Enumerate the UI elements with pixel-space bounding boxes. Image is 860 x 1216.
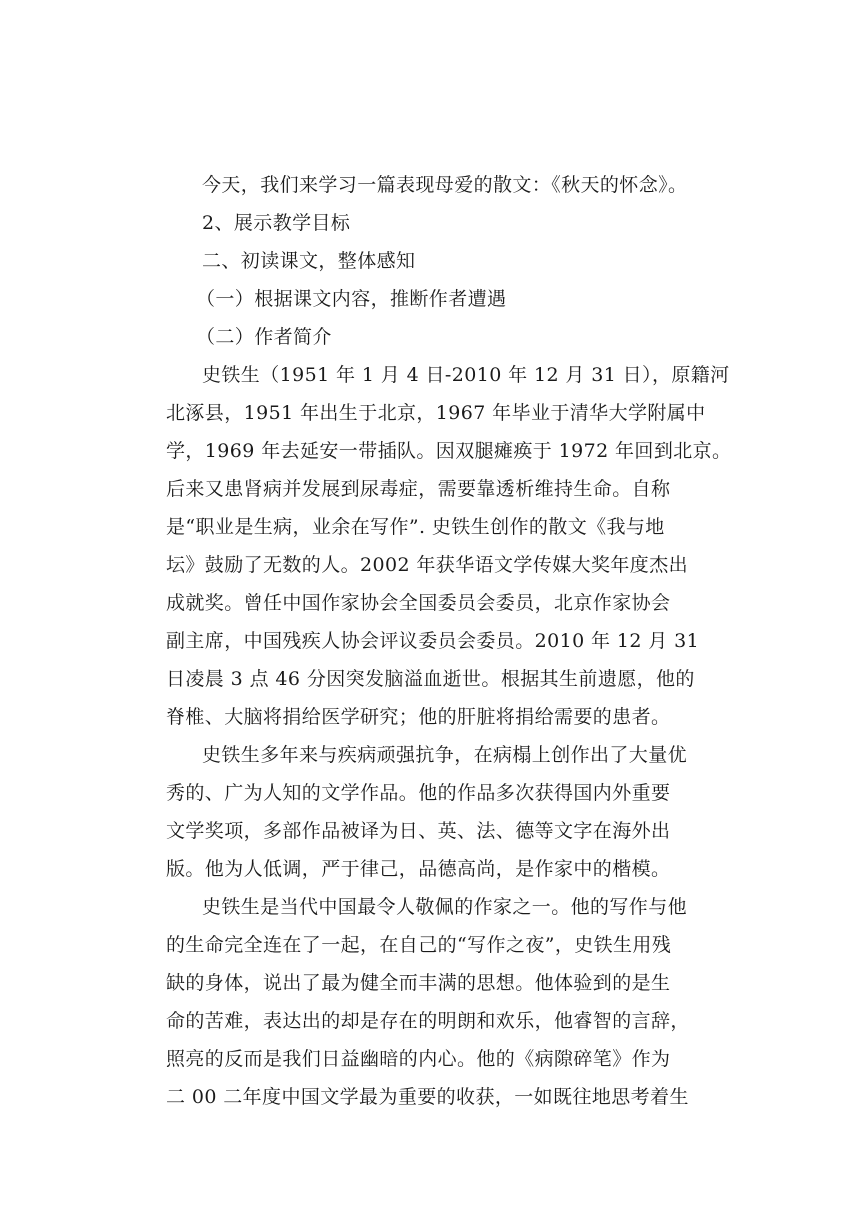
- paragraph-line: 坛》鼓励了无数的人。2002 年获华语文学传媒大奖年度杰出: [166, 554, 688, 576]
- paragraph-line: 史铁生是当代中国最令人敬佩的作家之一。他的写作与他: [202, 896, 688, 918]
- paragraph-line: 照亮的反而是我们日益幽暗的内心。他的《病隙碎笔》作为: [166, 1048, 671, 1070]
- paragraph-line: 的生命完全连在了一起，在自己的“写作之夜”，史铁生用残: [166, 934, 672, 956]
- paragraph-line: 后来又患肾病并发展到尿毒症，需要靠透析维持生命。自称: [166, 478, 671, 500]
- paragraph-line: 史铁生（1951 年 1 月 4 日-2010 年 12 月 31 日），原籍河: [202, 364, 730, 386]
- paragraph-line: 缺的身体，说出了最为健全而丰满的思想。他体验到的是生: [166, 972, 671, 994]
- subsection-heading: （二）作者简介: [196, 326, 332, 348]
- paragraph-line: 副主席，中国残疾人协会评议委员会委员。2010 年 12 月 31: [166, 630, 700, 652]
- paragraph-line: 是“职业是生病，业余在写作”. 史铁生创作的散文《我与地: [166, 516, 665, 538]
- section-heading: 二、初读课文，整体感知: [202, 250, 416, 272]
- paragraph-line: 北涿县，1951 年出生于北京，1967 年毕业于清华大学附属中: [166, 402, 706, 424]
- paragraph-line: 日凌晨 3 点 46 分因突发脑溢血逝世。根据其生前遗愿，他的: [166, 668, 695, 690]
- paragraph-line: 成就奖。曾任中国作家协会全国委员会委员，北京作家协会: [166, 592, 671, 614]
- paragraph-line: 命的苦难，表达出的却是存在的明朗和欢乐，他睿智的言辞，: [166, 1010, 690, 1032]
- paragraph-line: 脊椎、大脑将捐给医学研究；他的肝脏将捐给需要的患者。: [166, 706, 671, 728]
- paragraph-line: 二 00 二年度中国文学最为重要的收获，一如既往地思考着生: [166, 1086, 689, 1108]
- paragraph-line: 秀的、广为人知的文学作品。他的作品多次获得国内外重要: [166, 782, 671, 804]
- paragraph-line: 学，1969 年去延安一带插队。因双腿瘫痪于 1972 年回到北京。: [166, 440, 732, 462]
- document-body: [166, 166, 732, 1116]
- subsection-heading: （一）根据课文内容，推断作者遭遇: [196, 288, 507, 310]
- section-heading: 2、展示教学目标: [202, 212, 351, 234]
- paragraph-line: 版。他为人低调，严于律己，品德高尚，是作家中的楷模。: [166, 858, 671, 880]
- paragraph-line: 史铁生多年来与疾病顽强抗争，在病榻上创作出了大量优: [202, 744, 688, 766]
- paragraph-line: 文学奖项，多部作品被译为日、英、法、德等文字在海外出: [166, 820, 671, 842]
- intro-line: 今天，我们来学习一篇表现母爱的散文：《秋天的怀念》。: [202, 174, 688, 196]
